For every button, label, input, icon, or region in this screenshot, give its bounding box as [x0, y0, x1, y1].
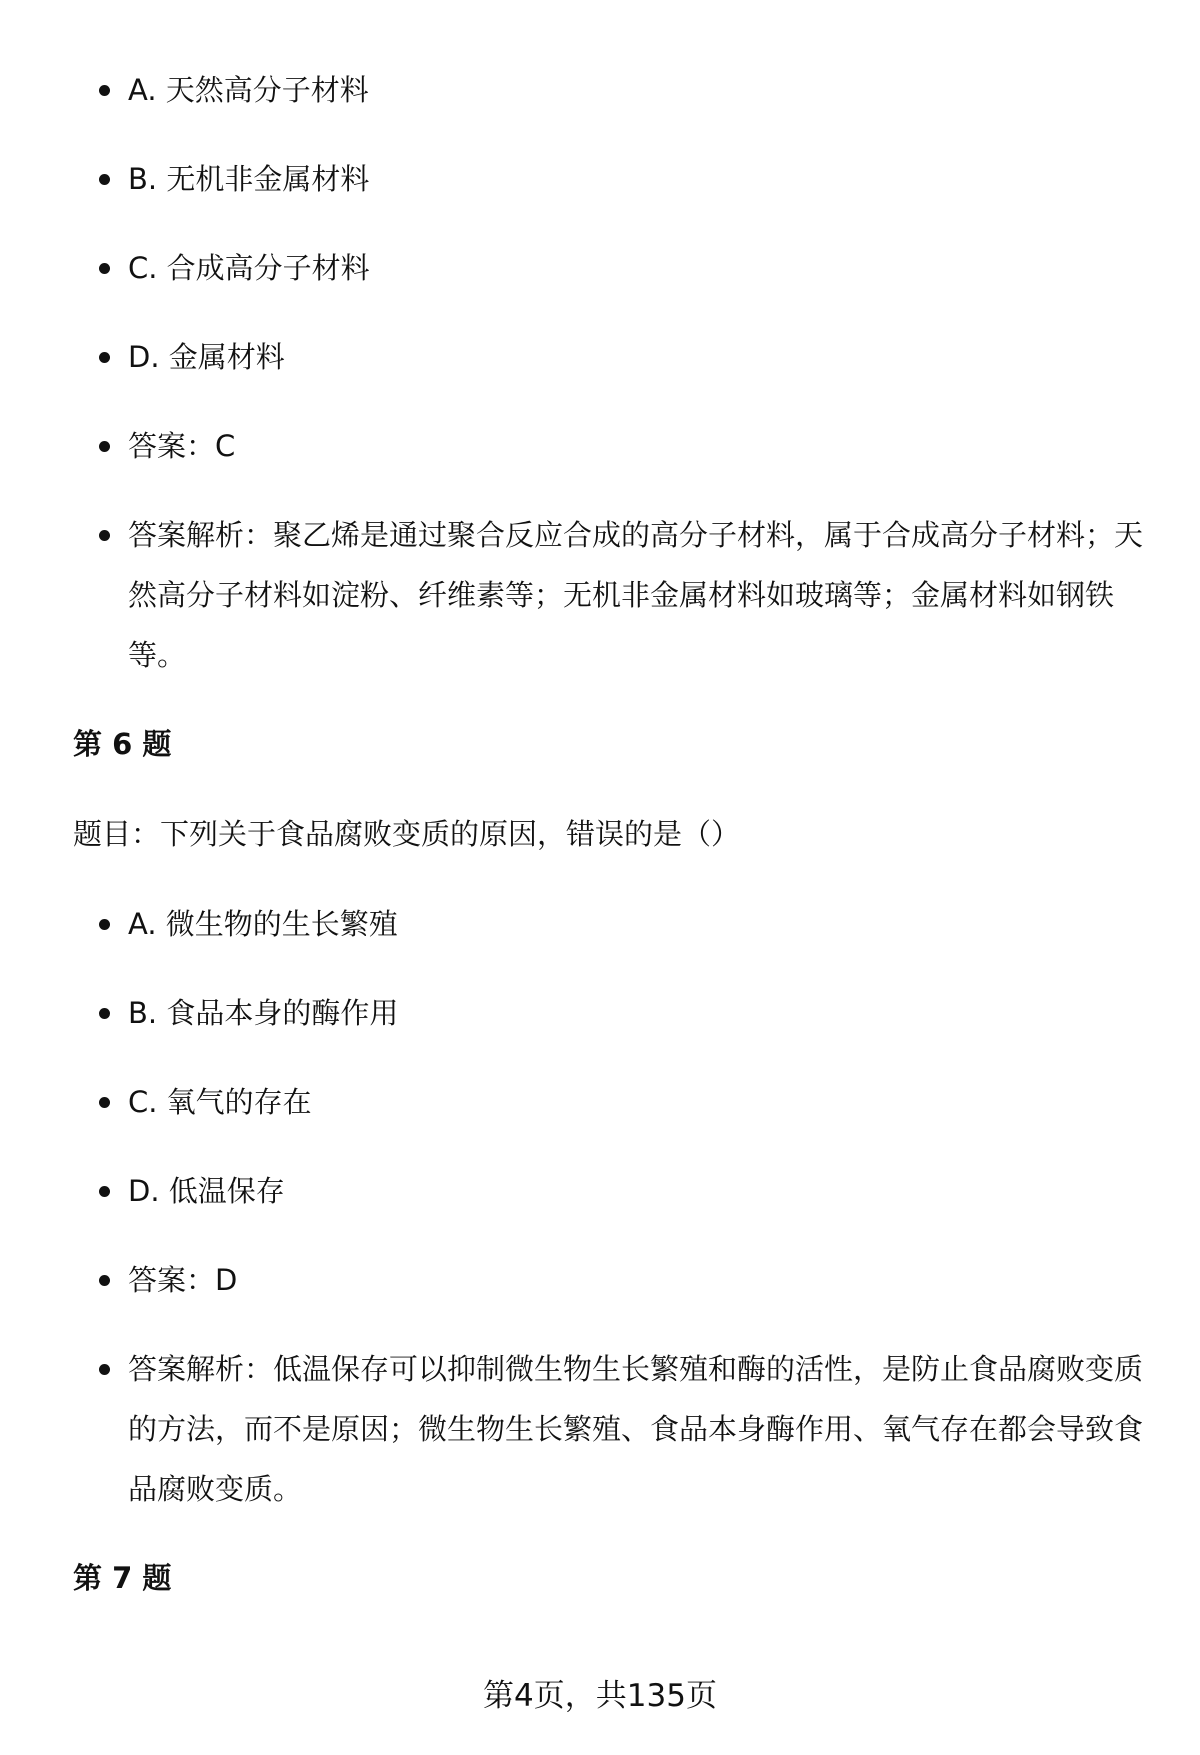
bullet-icon [99, 1097, 110, 1108]
q7-heading: 第 7 题 [73, 1561, 172, 1595]
q5-option-c-text: C. 合成高分子材料 [128, 251, 370, 285]
q5-option-b-text: B. 无机非金属材料 [128, 162, 370, 196]
q5-option-c [128, 238, 1148, 298]
q5-option-d [128, 327, 1148, 387]
q6-explanation [128, 1339, 1148, 1519]
bullet-icon [99, 530, 110, 541]
q6-option-c [128, 1072, 1148, 1132]
q6-heading: 第 6 题 [73, 727, 172, 761]
q6-answer-text: 答案：D [128, 1263, 238, 1297]
bullet-icon [99, 352, 110, 363]
q6-option-b-text: B. 食品本身的酶作用 [128, 996, 399, 1030]
q6-option-a-text: A. 微生物的生长繁殖 [128, 907, 398, 941]
q6-option-b [128, 983, 1148, 1043]
q6-answer [128, 1250, 1148, 1310]
bullet-icon [99, 1275, 110, 1286]
q5-answer-text: 答案：C [128, 429, 236, 463]
bullet-icon [99, 1186, 110, 1197]
bullet-icon [99, 174, 110, 185]
bullet-icon [99, 1008, 110, 1019]
q5-option-a-text: A. 天然高分子材料 [128, 73, 369, 107]
q6-option-d [128, 1161, 1148, 1221]
q5-answer [128, 416, 1148, 476]
page-number-footer: 第4页，共135页 [483, 1678, 717, 1714]
bullet-icon [99, 85, 110, 96]
q5-explanation [128, 505, 1148, 685]
q6-stem: 题目：下列关于食品腐败变质的原因，错误的是（） [73, 817, 741, 851]
q6-option-c-text: C. 氧气的存在 [128, 1085, 312, 1119]
q5-option-d-text: D. 金属材料 [128, 340, 285, 374]
q6-option-d-text: D. 低温保存 [128, 1174, 285, 1208]
q5-explanation-text: 答案解析：聚乙烯是通过聚合反应合成的高分子材料，属于合成高分子材料；天然高分子材料如淀粉、纤维素等；无机非金属材料如玻璃等；金属材料如钢铁等。 [128, 518, 1144, 672]
q6-option-a [128, 894, 1148, 954]
bullet-icon [99, 263, 110, 274]
q5-option-a [128, 60, 1148, 120]
q6-explanation-text: 答案解析：低温保存可以抑制微生物生长繁殖和酶的活性，是防止食品腐败变质的方法，而不是原因；微生物生长繁殖、食品本身酶作用、氧气存在都会导致食品腐败变质。 [128, 1352, 1144, 1506]
bullet-icon [99, 1364, 110, 1375]
bullet-icon [99, 919, 110, 930]
bullet-icon [99, 441, 110, 452]
q5-option-b [128, 149, 1148, 209]
